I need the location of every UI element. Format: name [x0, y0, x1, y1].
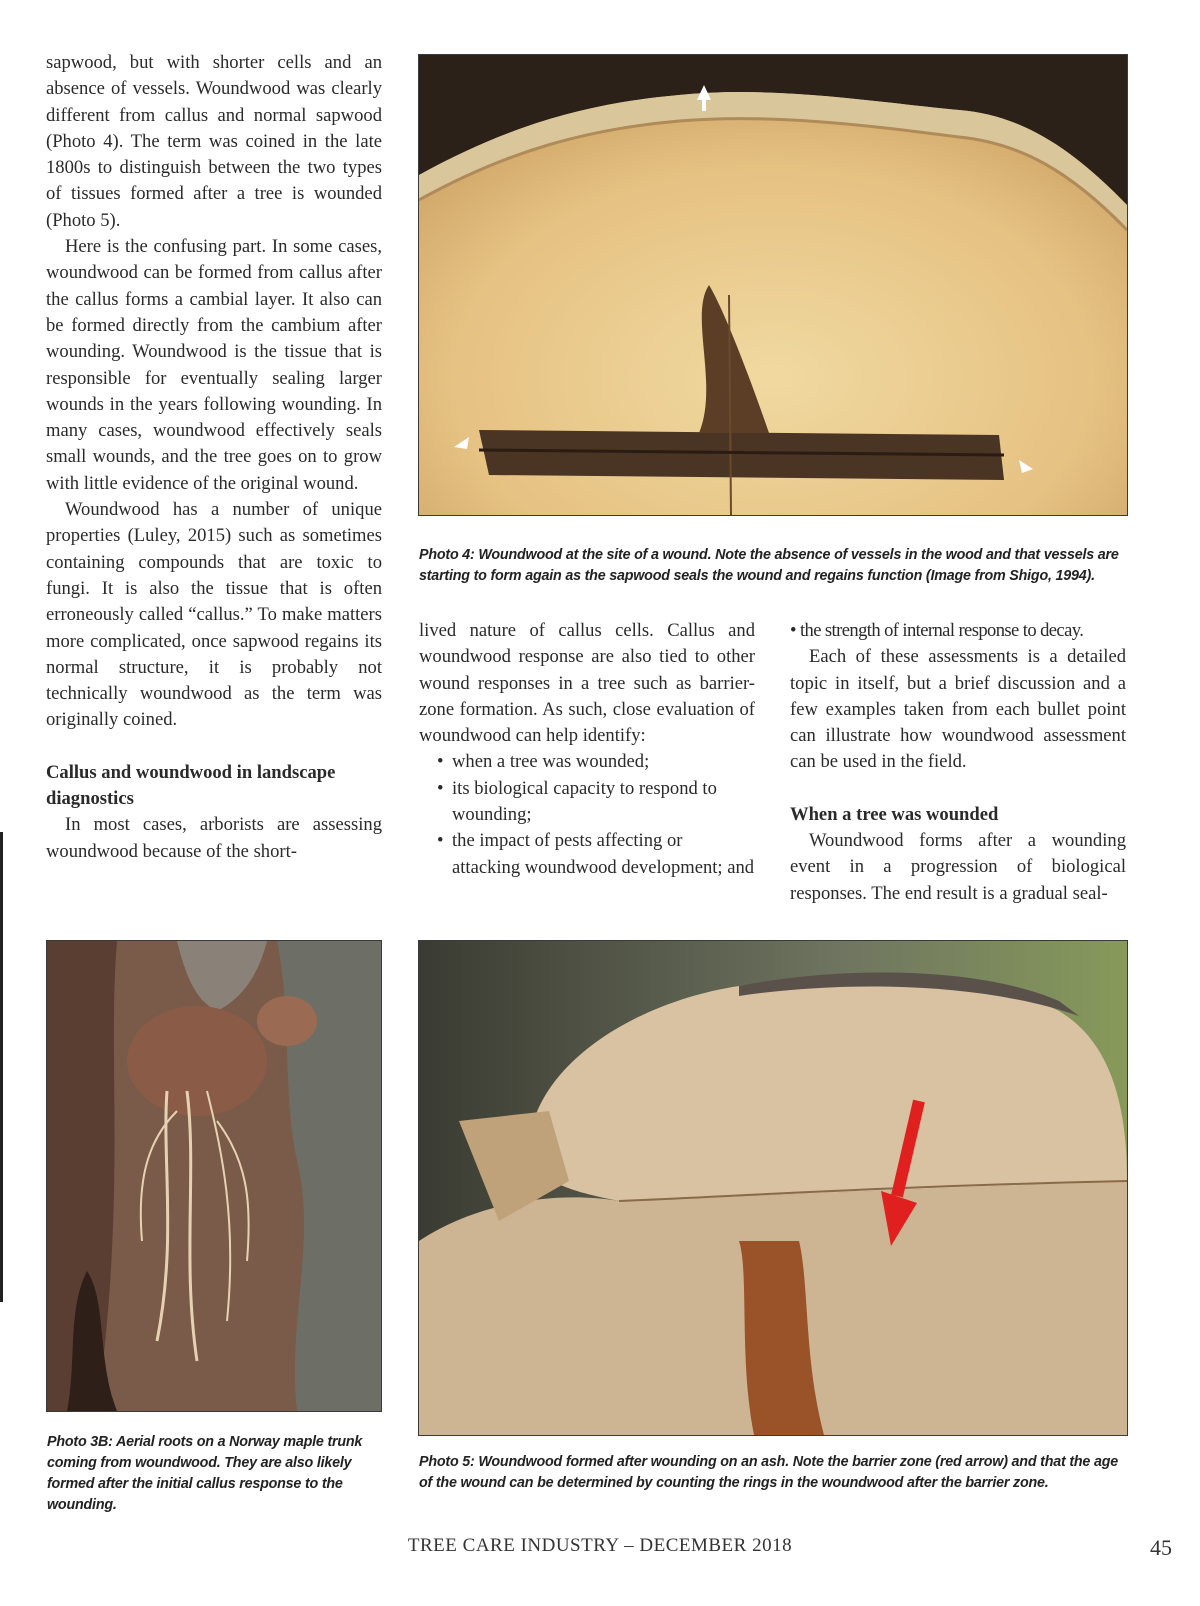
section-heading: When a tree was wounded [790, 803, 999, 825]
list-item: • the impact of pests affecting or attacking woundwood development; and [419, 828, 755, 881]
body-paragraph: Woundwood forms after a wounding event in a progression of biological responses. The end result is a gradual seal- [790, 830, 1126, 904]
ash-barrier-zone-image [419, 941, 1127, 1435]
photo-5-caption: Photo 5: Woundwood formed after wounding on an ash. Note the barrier zone (red arrow) and that the age of the wound can be determined by counting the rings in the woundwood after the barrier zone. [419, 1454, 1118, 1491]
body-paragraph: In most cases, arborists are assessing woundwood because of the short- [46, 814, 382, 862]
page-number: 45 [1150, 1535, 1172, 1560]
left-column [46, 50, 382, 865]
photo-5 [418, 940, 1128, 1436]
photo-3b-caption: Photo 3B: Aerial roots on a Norway maple trunk coming from woundwood. They are also likely formed after the initial callus response to the wounding. [47, 1434, 363, 1513]
photo-4-caption: Photo 4: Woundwood at the site of a wound. Note the absence of vessels in the wood and that vessels are starting to form again as the sapwood seals the wound and regains function (Image from Shigo, 1994). [419, 547, 1119, 584]
body-paragraph: Here is the confusing part. In some cases, woundwood can be formed from callus after the callus forms a cambial layer. It also can be formed directly from the cambium after wounding. Woundwood is the tissue that is responsible for eventually sealing larger wounds in the years following wounding. In many cases, woundwood effectively seals small wounds, and the tree goes on to grow with little evidence of the original wound. [46, 236, 382, 494]
photo-3b [46, 940, 382, 1412]
margin-rule [0, 832, 3, 1302]
list-item: • the strength of internal response to decay. [790, 620, 1084, 641]
body-paragraph: Each of these assessments is a detailed topic in itself, but a brief discussion and a few examples taken from each bullet point can illustrate how woundwood assessment can be used in the field. [790, 646, 1126, 773]
right-column [790, 618, 1126, 907]
aerial-roots-trunk-image [47, 941, 381, 1411]
section-heading: Callus and woundwood in landscape diagnostics [46, 761, 336, 810]
list-item: • when a tree was wounded; [419, 749, 755, 775]
page-footer [0, 1535, 1200, 1565]
body-paragraph: Woundwood has a number of unique properties (Luley, 2015) such as sometimes containing compounds that are toxic to fungi. It is also the tissue that is often erroneously called “callus.” To make matters more complicated, once sapwood regains its normal structure, it is probably not technically woundwood as the term was originally coined. [46, 499, 382, 731]
woundwood-cross-section-image [419, 55, 1127, 515]
body-paragraph: lived nature of callus cells. Callus and woundwood response are also tied to other wound responses in a tree such as barrier-zone formation. As such, close evaluation of woundwood can help identify: [419, 620, 755, 747]
publication-name: TREE CARE INDUSTRY – DECEMBER 2018 [407, 1535, 793, 1556]
middle-column [419, 618, 755, 881]
list-item: • its biological capacity to respond to wounding; [419, 776, 755, 829]
bullet-list [419, 749, 755, 880]
photo-4 [418, 54, 1128, 516]
body-paragraph: sapwood, but with shorter cells and an absence of vessels. Woundwood was clearly different from callus and normal sapwood (Photo 4). The term was coined in the late 1800s to distinguish between the two types of tissues formed after a tree is wounded (Photo 5). [46, 52, 382, 231]
